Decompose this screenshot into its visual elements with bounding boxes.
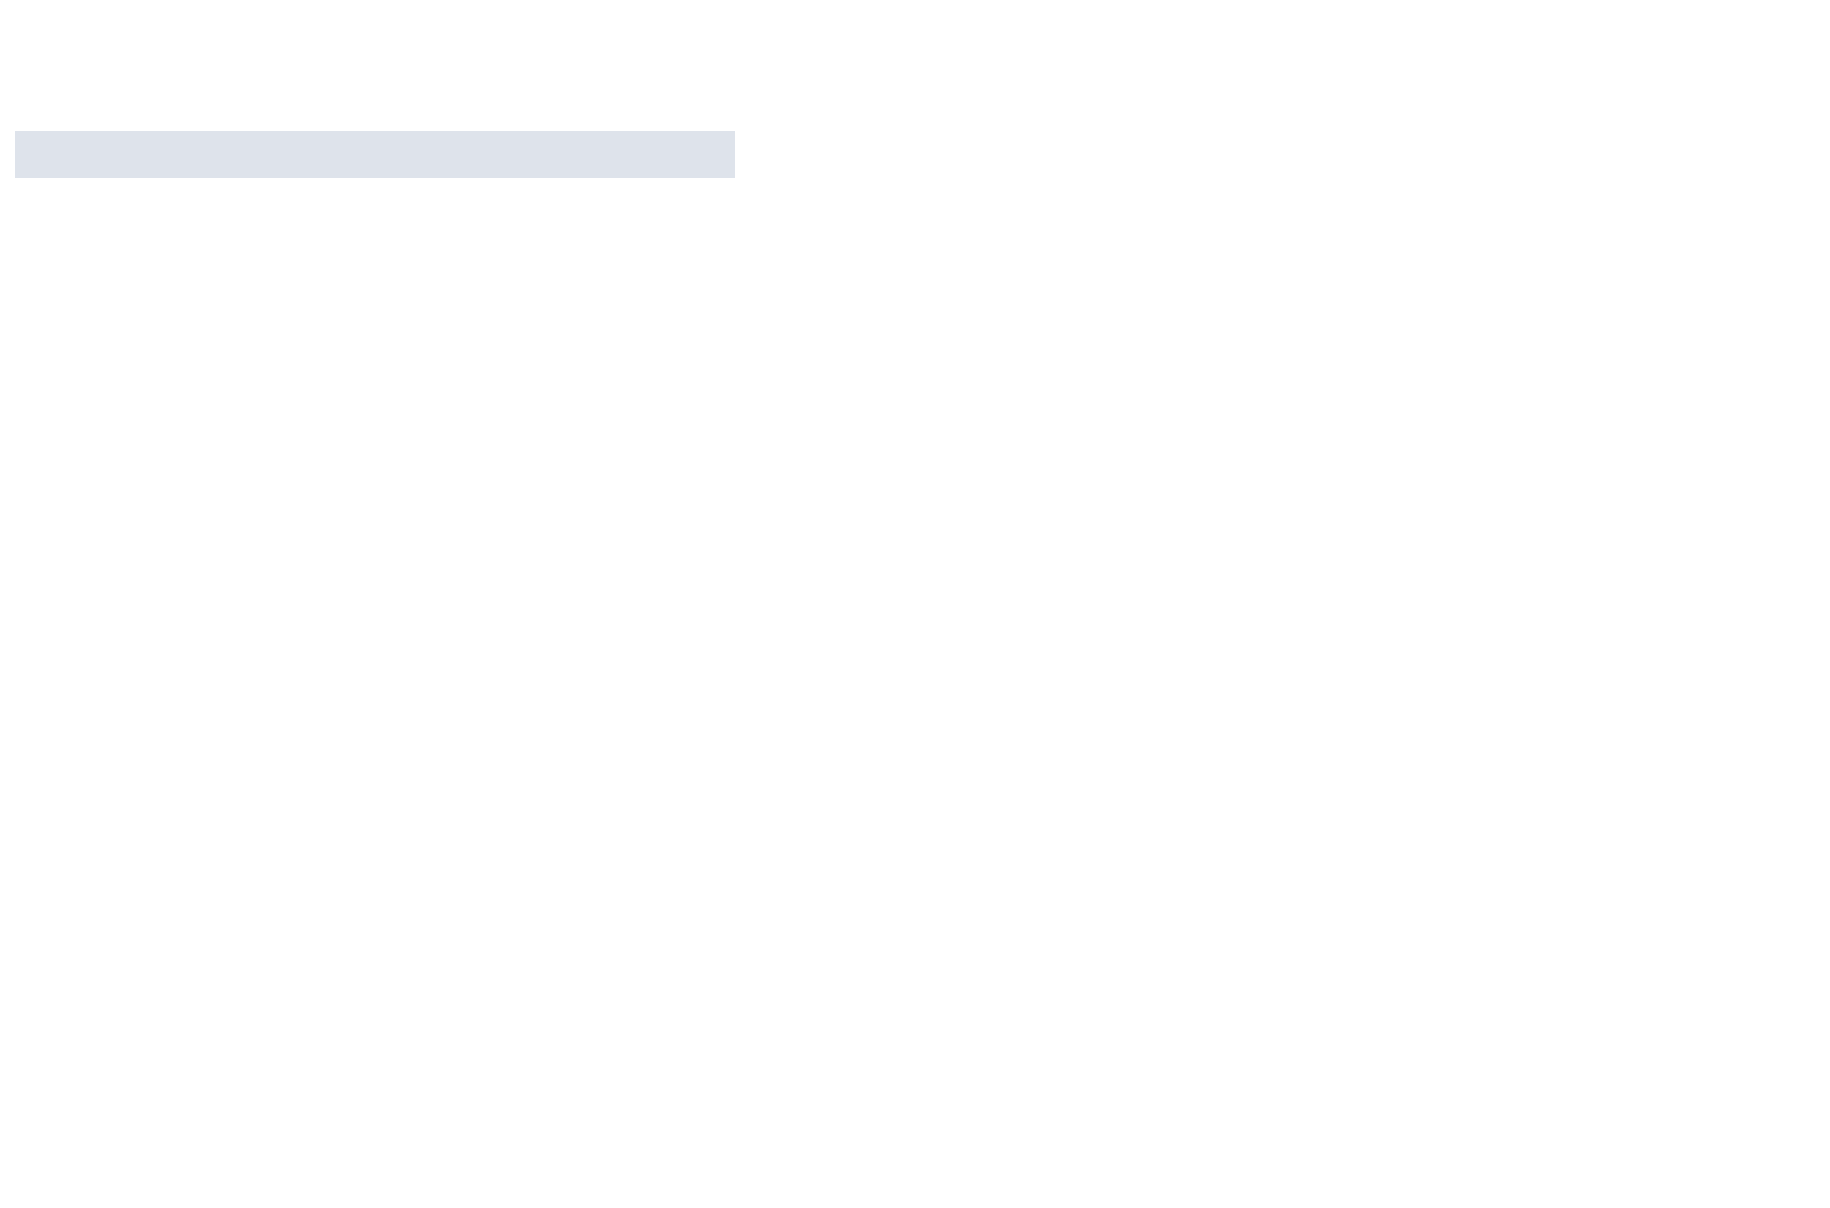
col-header-balance <box>585 131 735 178</box>
col-header-decrease <box>417 131 585 178</box>
col-header-payments <box>120 131 266 178</box>
schedule-header-row <box>15 131 735 178</box>
amortization-schedule <box>15 131 735 200</box>
opening-balance-row <box>15 178 735 200</box>
col-header-interest <box>266 131 416 178</box>
opening-balance <box>585 178 735 200</box>
col-header-year <box>15 131 120 178</box>
